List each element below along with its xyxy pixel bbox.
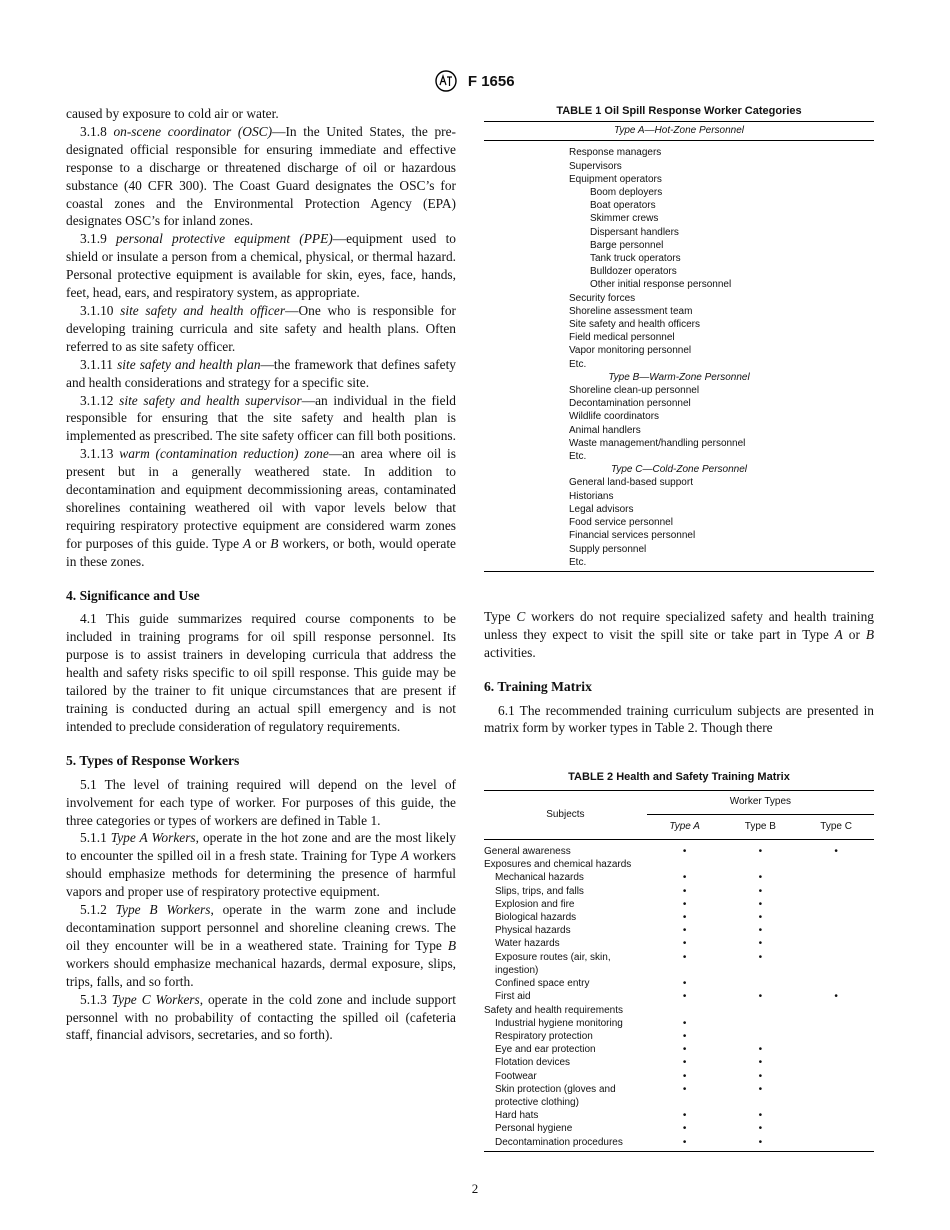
type-b-cell: • bbox=[758, 898, 763, 910]
type-a-cell: • bbox=[682, 846, 687, 858]
table-1-item: Vapor monitoring personnel bbox=[569, 345, 692, 357]
type-a-cell bbox=[647, 1004, 723, 1017]
type-c-cell bbox=[798, 1017, 874, 1030]
table-1-item: Animal handlers bbox=[569, 424, 641, 436]
table-1-item: Boat operators bbox=[590, 200, 656, 212]
subject-cell: Exposure routes (air, skin, ingestion) bbox=[495, 951, 611, 976]
type-b-cell: • bbox=[758, 846, 763, 858]
type-b-cell: • bbox=[758, 991, 763, 1003]
subject-cell: First aid bbox=[495, 991, 531, 1003]
table-row bbox=[484, 990, 874, 1003]
table-1-item: Tank truck operators bbox=[590, 253, 681, 265]
table-row bbox=[484, 858, 874, 871]
subject-cell: Decontamination procedures bbox=[484, 1136, 647, 1152]
table-1-item: Shoreline assessment team bbox=[569, 305, 693, 317]
table-1-item: Historians bbox=[569, 490, 614, 502]
type-a-cell: • bbox=[647, 1136, 723, 1152]
type-b-cell: • bbox=[758, 912, 763, 924]
table-row bbox=[484, 911, 874, 924]
subject-cell: Explosion and fire bbox=[495, 898, 575, 910]
table-row bbox=[484, 951, 874, 977]
type-b-cell: • bbox=[758, 1083, 763, 1095]
table-1-item: Legal advisors bbox=[569, 503, 634, 515]
column-header-type-a: Type A bbox=[647, 815, 723, 840]
definition-safety-plan: 3.1.11 site safety and health plan—the framework that defines safety and health considerations and strategy for a specific site. bbox=[66, 356, 456, 390]
table-row bbox=[484, 1083, 874, 1109]
table-1-item: Etc. bbox=[569, 556, 587, 568]
definition-osc: 3.1.8 on-scene coordinator (OSC)—In the United States, the pre-designated official responsible for ensuring immediate and effective response to a discharge or threatened discharge of oil or hazardous substance (40 CFR 300). The Coast Guard designates the OSC’s for coastal zones and the Environmental Protection Agency (EPA) designates OSC’s for inland zones. bbox=[66, 123, 456, 229]
table-1-title: TABLE 1 Oil Spill Response Worker Categories bbox=[556, 105, 802, 117]
subject-cell: Personal hygiene bbox=[495, 1123, 573, 1135]
subject-cell: Water hazards bbox=[495, 938, 560, 950]
table-1-group-b bbox=[484, 384, 874, 463]
table-1-item: Response managers bbox=[569, 147, 662, 159]
type-b-cell bbox=[723, 1017, 799, 1030]
type-a-cell: • bbox=[682, 1123, 687, 1135]
column-header-type-c: Type C bbox=[798, 815, 874, 840]
table-row bbox=[484, 1043, 874, 1056]
table-1-item: Barge personnel bbox=[590, 239, 664, 251]
section-heading-4: 4. Significance and Use bbox=[66, 587, 200, 603]
left-column bbox=[66, 105, 456, 1044]
type-a-cell: • bbox=[682, 1110, 687, 1122]
type-a-cell: • bbox=[682, 978, 687, 990]
subject-cell: Eye and ear protection bbox=[495, 1044, 596, 1056]
type-c-cell bbox=[798, 977, 874, 990]
type-c-cell bbox=[798, 1083, 874, 1109]
type-b-cell bbox=[723, 1004, 799, 1017]
table-1-section-c: Type C—Cold-Zone Personnel bbox=[611, 464, 747, 476]
type-b-cell: • bbox=[758, 925, 763, 937]
type-c-cell bbox=[798, 924, 874, 937]
type-c-cell bbox=[798, 858, 874, 871]
type-b-cell: • bbox=[758, 885, 763, 897]
table-1-item: Food service personnel bbox=[569, 517, 673, 529]
type-a-cell: • bbox=[682, 925, 687, 937]
table-1-item: Shoreline clean-up personnel bbox=[569, 385, 700, 397]
type-c-cell bbox=[798, 937, 874, 950]
type-a-cell: • bbox=[682, 1070, 687, 1082]
table-row bbox=[484, 871, 874, 884]
type-a-cell: • bbox=[682, 1030, 687, 1042]
type-a-cell: • bbox=[682, 885, 687, 897]
paragraph-5-1-3: 5.1.3 Type C Workers, operate in the cold zone and include support personnel with no probability of contacting the spilled oil (cafeteria staff, financial advisors, secretaries, and so forth). bbox=[66, 991, 456, 1043]
subject-cell: Mechanical hazards bbox=[495, 872, 584, 884]
table-1-section-a: Type A—Hot-Zone Personnel bbox=[484, 122, 874, 141]
table-row bbox=[484, 1017, 874, 1030]
definition-safety-officer: 3.1.10 site safety and health officer—One who is responsible for developing training curricula and site safety and health plans. Often referred to as site safety officer. bbox=[66, 302, 456, 354]
table-row bbox=[484, 924, 874, 937]
type-c-cell bbox=[798, 1122, 874, 1135]
right-column bbox=[484, 105, 874, 1152]
subject-cell: Skin protection (gloves and protective clothing) bbox=[495, 1083, 616, 1108]
type-c-cell bbox=[798, 1136, 874, 1152]
type-c-cell bbox=[798, 871, 874, 884]
column-header-type-b: Type B bbox=[723, 815, 799, 840]
type-b-cell bbox=[723, 858, 799, 871]
type-b-cell: • bbox=[758, 1123, 763, 1135]
type-c-cell bbox=[798, 1030, 874, 1043]
type-c-cell bbox=[798, 898, 874, 911]
table-1-section-b: Type B—Warm-Zone Personnel bbox=[608, 371, 750, 383]
subject-cell: Hard hats bbox=[495, 1110, 539, 1122]
table-1-item: Security forces bbox=[569, 292, 636, 304]
subject-cell: Physical hazards bbox=[495, 925, 571, 937]
section-heading-6: 6. Training Matrix bbox=[484, 678, 592, 694]
type-a-cell: • bbox=[682, 912, 687, 924]
type-c-cell bbox=[798, 1056, 874, 1069]
table-1 bbox=[484, 105, 874, 572]
table-row bbox=[484, 1109, 874, 1122]
type-a-cell: • bbox=[682, 1057, 687, 1069]
definition-safety-supervisor: 3.1.12 site safety and health supervisor—an individual in the field responsible for ensuring that the site safety and health plan is implemented as prescribed. The site safety officer can fill both positions. bbox=[66, 392, 456, 444]
subject-cell: Biological hazards bbox=[495, 912, 577, 924]
table-row bbox=[484, 937, 874, 950]
paragraph: caused by exposure to cold air or water. bbox=[66, 106, 279, 121]
paragraph-6-1: 6.1 The recommended training curriculum subjects are presented in matrix form by worker types in Table 2. Though there bbox=[484, 702, 874, 736]
table-row bbox=[484, 1030, 874, 1043]
type-c-cell bbox=[798, 885, 874, 898]
type-c-cell bbox=[798, 1109, 874, 1122]
table-1-item: Etc. bbox=[569, 451, 587, 463]
table-1-item: Dispersant handlers bbox=[590, 226, 679, 238]
type-a-cell: • bbox=[682, 898, 687, 910]
paragraph-4-1: 4.1 This guide summarizes required course components to be included in training programs for oil spill response personnel. Its purpose is to assist trainers in developing curricula that address the health and safety risks specific to oil spill response. This guide may be tailored by the trainer to fit unique circumstances that are present if training is conducted during an actual spill emergency and is not intended to preclude consideration of regulatory requirements. bbox=[66, 611, 456, 734]
table-row bbox=[484, 840, 874, 859]
type-a-cell: • bbox=[682, 1017, 687, 1029]
type-c-cell: • bbox=[834, 846, 838, 858]
table-1-group-a bbox=[484, 146, 874, 370]
table-1-item: Etc. bbox=[569, 358, 587, 370]
astm-logo-icon bbox=[435, 70, 457, 92]
type-a-cell bbox=[647, 858, 723, 871]
subject-cell: Confined space entry bbox=[495, 978, 590, 990]
type-a-cell: • bbox=[682, 951, 687, 963]
type-b-cell: • bbox=[758, 1110, 763, 1122]
table-1-item: Boom deployers bbox=[590, 187, 663, 199]
table-1-item: General land-based support bbox=[569, 477, 693, 489]
column-header-worker-types: Worker Types bbox=[647, 791, 874, 815]
standard-designation: F 1656 bbox=[467, 72, 515, 90]
table-2-body bbox=[484, 840, 874, 1152]
subject-cell: Exposures and chemical hazards bbox=[484, 859, 632, 871]
table-1-item: Bulldozer operators bbox=[590, 266, 677, 278]
type-c-cell bbox=[798, 1004, 874, 1017]
type-a-cell: • bbox=[682, 1083, 687, 1095]
type-b-cell: • bbox=[758, 872, 763, 884]
table-row bbox=[484, 1004, 874, 1017]
table-row bbox=[484, 1122, 874, 1135]
type-b-cell bbox=[723, 977, 799, 990]
page-header bbox=[0, 70, 950, 92]
table-1-item: Wildlife coordinators bbox=[569, 411, 660, 423]
table-1-item: Decontamination personnel bbox=[569, 398, 691, 410]
subject-cell: General awareness bbox=[484, 846, 571, 858]
table-row bbox=[484, 1136, 874, 1152]
subject-cell: Footwear bbox=[495, 1070, 537, 1082]
type-a-cell: • bbox=[682, 872, 687, 884]
table-1-item: Supervisors bbox=[569, 160, 622, 172]
paragraph-5-1-2: 5.1.2 Type B Workers, operate in the warm zone and include decontamination support personnel and shoreline cleaning crews. The oil they encounter will be in a weathered state. Training for Type B workers should emphasize mechanical hazards, dermal exposure, slips, trips, falls, and so forth. bbox=[66, 902, 456, 989]
subject-cell: Flotation devices bbox=[495, 1057, 571, 1069]
subject-cell: Safety and health requirements bbox=[484, 1004, 623, 1016]
type-c-cell bbox=[798, 951, 874, 977]
type-a-cell: • bbox=[682, 938, 687, 950]
subject-cell: Slips, trips, and falls bbox=[495, 885, 584, 897]
table-1-item: Field medical personnel bbox=[569, 332, 675, 344]
table-row bbox=[484, 885, 874, 898]
table-row bbox=[484, 977, 874, 990]
definition-warm-zone: 3.1.13 warm (contamination reduction) zone—an area where oil is present but in a generally weathered state. In addition to decontamination and equipment decommissioning areas, contaminated shorelines containing weathered oil with vapor levels below that requiring respiratory protective equipment are considered warm zones for purposes of this guide. Type A or B workers, or both, would operate in these zones. bbox=[66, 446, 456, 569]
page-number: 2 bbox=[471, 1181, 479, 1196]
table-row bbox=[484, 898, 874, 911]
table-1-item: Financial services personnel bbox=[569, 530, 696, 542]
table-1-group-c bbox=[484, 476, 874, 571]
definition-ppe: 3.1.9 personal protective equipment (PPE)—equipment used to shield or insulate a person from a chemical, physical, or thermal hazard. Personal protective equipment is available for skin, eyes, face, hands, feet, head, ears, and respiratory system, as appropriate. bbox=[66, 231, 456, 301]
type-b-cell: • bbox=[758, 951, 763, 963]
table-1-item: Waste management/handling personnel bbox=[569, 437, 746, 449]
type-a-cell: • bbox=[682, 991, 687, 1003]
table-1-item: Supply personnel bbox=[569, 543, 647, 555]
paragraph-type-c: Type C workers do not require specialized safety and health training unless they expect to visit the spill site or take part in Type A or B activities. bbox=[484, 608, 874, 660]
type-b-cell bbox=[723, 1030, 799, 1043]
paragraph-5-1-1: 5.1.1 Type A Workers, operate in the hot zone and are the most likely to encounter the spilled oil in a fresh state. Training for Type A workers should emphasize methods for determining the presence of harmful vapors and proper use of respiratory protective equipment. bbox=[66, 830, 456, 900]
table-row bbox=[484, 1056, 874, 1069]
type-b-cell: • bbox=[758, 1070, 763, 1082]
column-header-subjects: Subjects bbox=[484, 791, 647, 840]
type-c-cell: • bbox=[834, 991, 838, 1003]
table-2 bbox=[484, 769, 874, 1151]
type-c-cell bbox=[798, 1043, 874, 1056]
table-1-item: Skimmer crews bbox=[590, 213, 659, 225]
table-2-title: TABLE 2 Health and Safety Training Matrix bbox=[568, 771, 790, 784]
paragraph-5-1: 5.1 The level of training required will depend on the level of involvement for each type of worker. For purposes of this guide, the three categories or types of workers are defined in Table 1. bbox=[66, 776, 456, 828]
table-1-item: Equipment operators bbox=[569, 173, 662, 185]
table-1-item: Other initial response personnel bbox=[590, 279, 732, 291]
type-b-cell: • bbox=[758, 938, 763, 950]
section-heading-5: 5. Types of Response Workers bbox=[66, 752, 240, 768]
type-b-cell: • bbox=[723, 1136, 799, 1152]
type-b-cell: • bbox=[758, 1057, 763, 1069]
subject-cell: Respiratory protection bbox=[495, 1030, 593, 1042]
type-a-cell: • bbox=[682, 1044, 687, 1056]
subject-cell: Industrial hygiene monitoring bbox=[495, 1017, 623, 1029]
table-1-item: Site safety and health officers bbox=[569, 319, 701, 331]
type-b-cell: • bbox=[758, 1044, 763, 1056]
type-c-cell bbox=[798, 1070, 874, 1083]
table-row bbox=[484, 1070, 874, 1083]
type-c-cell bbox=[798, 911, 874, 924]
